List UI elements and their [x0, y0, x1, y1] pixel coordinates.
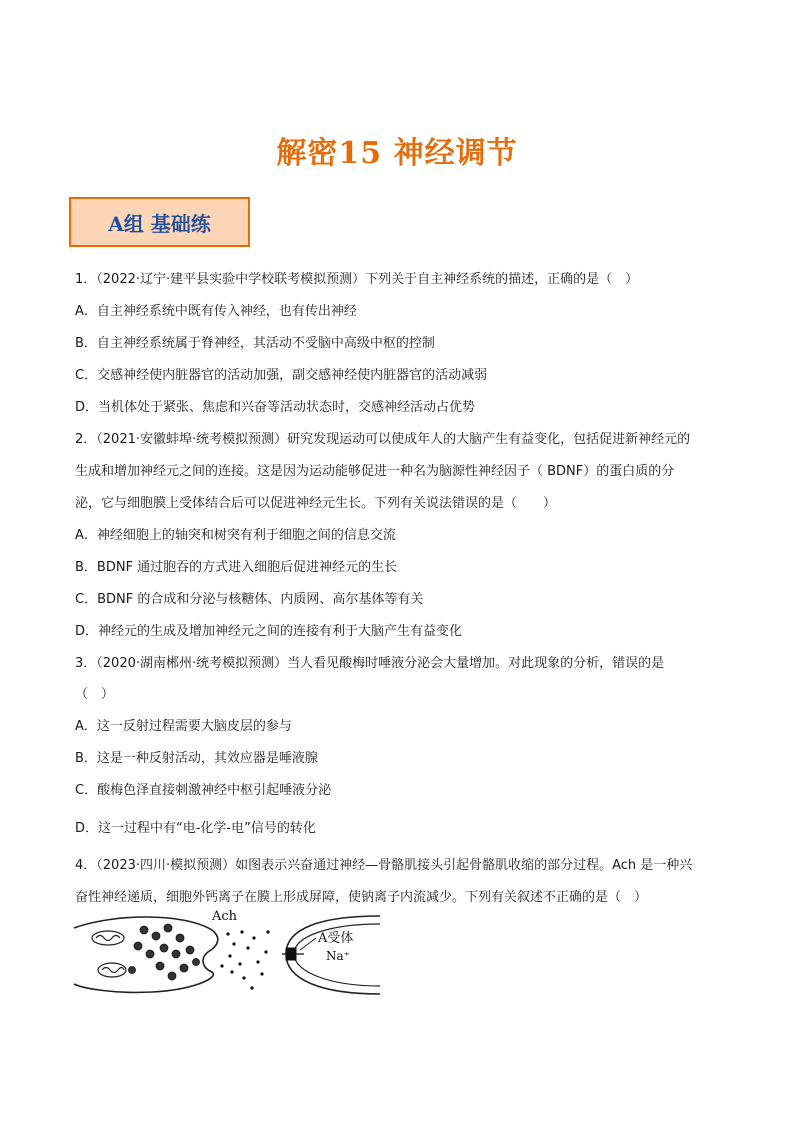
ach-molecules: [220, 930, 269, 989]
question-1-stem: 1．（2022·辽宁·建平县实验中学校联考模拟预测）下列关于自主神经系统的描述，正确的是（ ）: [75, 272, 639, 287]
group-label-box: [69, 197, 250, 247]
question-3-option-c: C．酸梅色泽直接刺激神经中枢引起唾液分泌: [75, 783, 332, 798]
question-1-option-d: D．当机体处于紧张、焦虑和兴奋等活动状态时，交感神经活动占优势: [75, 400, 476, 415]
label-na: Na⁺: [326, 949, 350, 963]
question-2-option-c: C．BDNF 的合成和分泌与核糖体、内质网、高尔基体等有关: [75, 592, 424, 607]
question-3-stem-line-2: （ ）: [75, 687, 115, 702]
question-1-option-c: C．交感神经使内脏器官的活动加强，副交感神经使内脏器官的活动减弱: [75, 368, 488, 383]
question-3-option-d: D．这一过程中有“电-化学-电”信号的转化: [75, 821, 316, 836]
question-3-option-a: A．这一反射过程需要大脑皮层的参与: [75, 719, 292, 734]
question-2-option-d: D．神经元的生成及增加神经元之间的连接有利于大脑产生有益变化: [75, 624, 463, 639]
label-ach: Ach: [212, 909, 238, 924]
synaptic-vesicles: [129, 924, 200, 980]
page-title: 解密15 神经调节: [276, 136, 518, 171]
question-2-stem-line-1: 2．（2021·安徽蚌埠·统考模拟预测）研究发现运动可以使成年人的大脑产生有益变化，包括促进新神经元的: [75, 432, 691, 447]
question-1-option-a: A．自主神经系统中既有传入神经，也有传出神经: [75, 304, 357, 319]
question-2-option-b: B．BDNF 通过胞吞的方式进入细胞后促进神经元的生长: [75, 560, 398, 575]
mitochondria: [92, 931, 126, 977]
question-2-option-a: A．神经细胞上的轴突和树突有利于细胞之间的信息交流: [75, 528, 396, 543]
question-4-stem-line-1: 4．（2023·四川·模拟预测）如图表示兴奋通过神经—骨骼肌接头引起骨骼肌收缩的部分过程。Ach 是一种兴: [75, 858, 693, 873]
question-2-stem-line-2: 生成和增加神经元之间的连接。这是因为运动能够促进一种名为脑源性神经因子（ BDNF）的蛋白质的分: [75, 464, 675, 479]
neuromuscular-junction-figure: [72, 908, 382, 1000]
question-3-option-b: B．这是一种反射活动，其效应器是唾液腺: [75, 751, 318, 766]
group-label: A组 基础练: [108, 211, 211, 236]
question-3-stem-line-1: 3．（2020·湖南郴州·统考模拟预测）当人看见酸梅时唾液分泌会大量增加。对此现象的分析，错误的是: [75, 656, 665, 671]
question-4-stem-line-2: 奋性神经递质，细胞外钙离子在膜上形成屏障，使钠离子内流减少。下列有关叙述不正确的是（ ）: [75, 890, 648, 905]
question-2-stem-line-3: 泌，它与细胞膜上受体结合后可以促进神经元生长。下列有关说法错误的是（ ）: [75, 496, 557, 511]
question-1-option-b: B．自主神经系统属于脊神经，其活动不受脑中高级中枢的控制: [75, 336, 435, 351]
label-a-receptor: A受体: [318, 931, 354, 946]
